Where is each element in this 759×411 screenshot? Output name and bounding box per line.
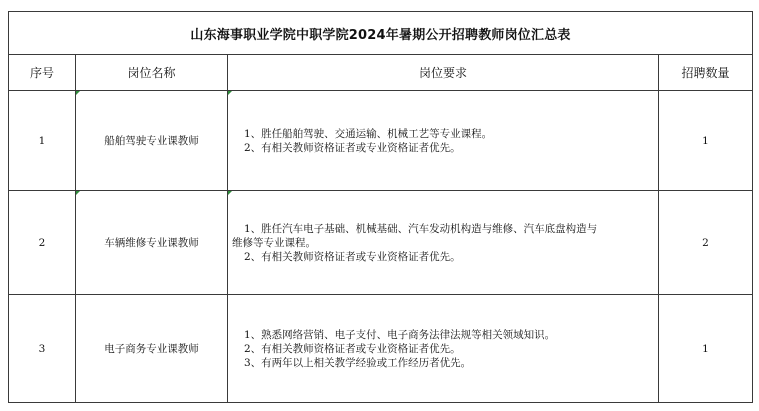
title-row bbox=[9, 12, 753, 55]
row-requirements bbox=[228, 191, 659, 295]
header-index: 序号 bbox=[9, 55, 76, 91]
row-index: 2 bbox=[9, 191, 76, 295]
header-count: 招聘数量 bbox=[659, 55, 753, 91]
requirement-line: 1、胜任船舶驾驶、交通运输、机械工艺等专业课程。 bbox=[244, 127, 493, 140]
comment-marker bbox=[76, 91, 80, 95]
requirement-line: 1、胜任汽车电子基础、机械基础、汽车发动机构造与维修、汽车底盘构造与 bbox=[244, 222, 598, 235]
requirement-line: 3、有两年以上相关教学经验或工作经历者优先。 bbox=[244, 356, 472, 369]
requirement-line: 1、熟悉网络营销、电子支付、电子商务法律法规等相关领域知识。 bbox=[244, 328, 556, 341]
table-row bbox=[9, 91, 753, 191]
row-requirements bbox=[228, 295, 659, 403]
row-index: 1 bbox=[9, 91, 76, 191]
requirement-line: 维修等专业课程。 bbox=[232, 236, 316, 249]
header-row bbox=[9, 55, 753, 91]
position-label: 电子商务专业课教师 bbox=[104, 343, 199, 355]
comment-marker bbox=[76, 191, 80, 195]
row-count: 1 bbox=[659, 295, 753, 403]
position-label: 车辆维修专业课教师 bbox=[104, 237, 199, 249]
requirement-line: 2、有相关教师资格证者或专业资格证者优先。 bbox=[244, 342, 461, 355]
requirement-line: 2、有相关教师资格证者或专业资格证者优先。 bbox=[244, 141, 461, 154]
recruitment-summary-table bbox=[8, 11, 753, 403]
row-count: 1 bbox=[659, 91, 753, 191]
header-position: 岗位名称 bbox=[76, 55, 228, 91]
table-title: 山东海事职业学院中职学院2024年暑期公开招聘教师岗位汇总表 bbox=[9, 12, 753, 55]
table-row bbox=[9, 191, 753, 295]
row-position bbox=[76, 191, 228, 295]
header-requirements: 岗位要求 bbox=[228, 55, 659, 91]
row-index: 3 bbox=[9, 295, 76, 403]
row-position bbox=[76, 295, 228, 403]
position-label: 船舶驾驶专业课教师 bbox=[104, 135, 199, 147]
row-requirements bbox=[228, 91, 659, 191]
row-position bbox=[76, 91, 228, 191]
row-count: 2 bbox=[659, 191, 753, 295]
comment-marker bbox=[228, 191, 232, 195]
requirement-line: 2、有相关教师资格证者或专业资格证者优先。 bbox=[244, 250, 461, 263]
comment-marker bbox=[228, 91, 232, 95]
table-row bbox=[9, 295, 753, 403]
